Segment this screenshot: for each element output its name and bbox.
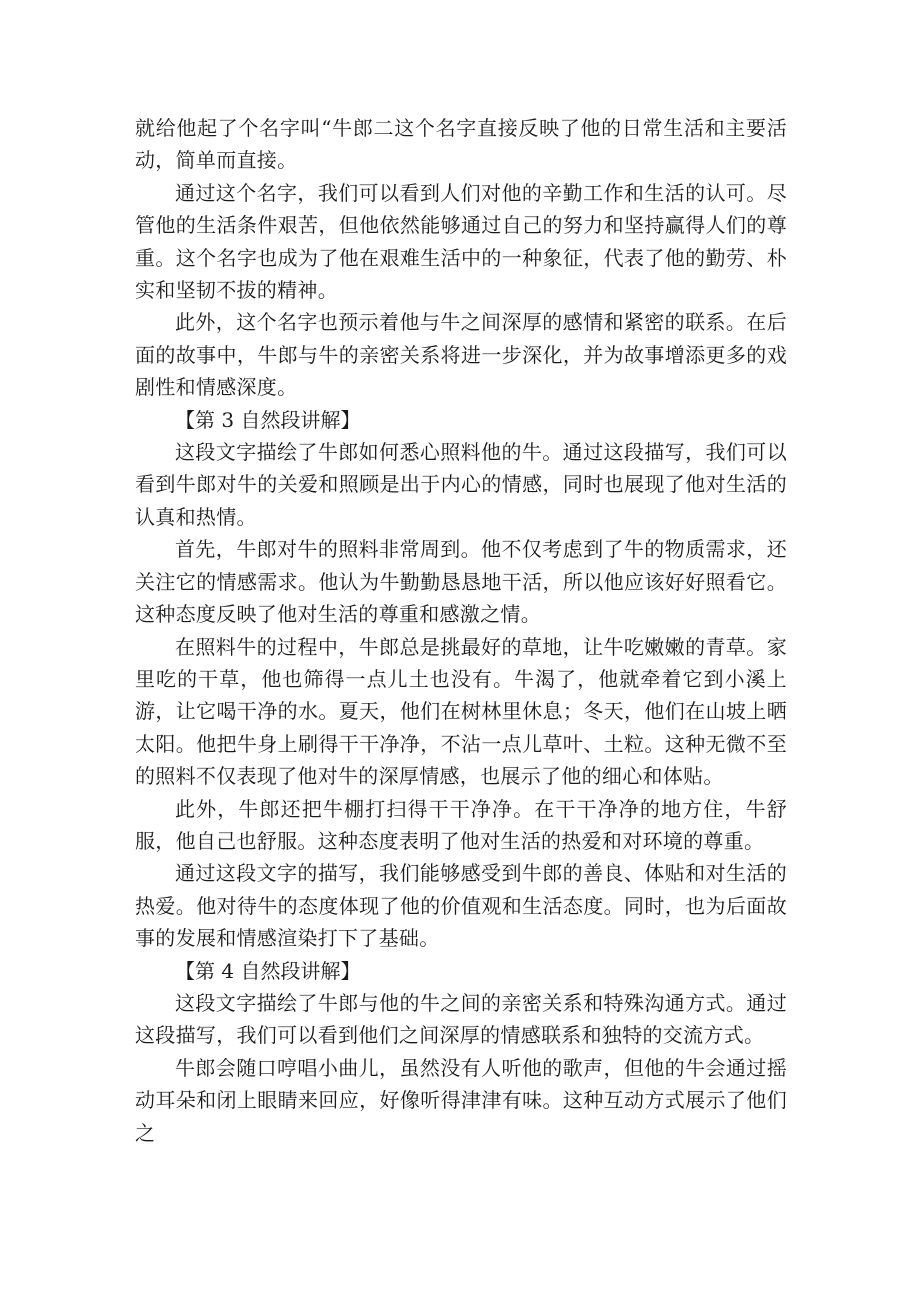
paragraph: 此外，牛郎还把牛棚打扫得干干净净。在干干净净的地方住，牛舒服，他自己也舒服。这种态度表明了他对生活的热爱和对环境的尊重。 (135, 796, 787, 853)
section-heading: 【第 3 自然段讲解】 (175, 407, 361, 432)
section-heading: 【第 4 自然段讲解】 (175, 958, 361, 983)
paragraph-continuation: 就给他起了个名字叫“牛郎二这个名字直接反映了他的日常生活和主要活动，简单而直接。 (135, 116, 787, 173)
paragraph: 牛郎会随口哼唱小曲儿，虽然没有人听他的歌声，但他的牛会通过摇动耳朵和闭上眼睛来回应，好像听得津津有味。这种互动方式展示了他们之 (135, 1055, 787, 1145)
paragraph: 在照料牛的过程中，牛郎总是挑最好的草地，让牛吃嫩嫩的青草。家里吃的干草，他也筛得一点儿土也没有。牛渴了，他就牵着它到小溪上游，让它喝干净的水。夏天，他们在树林里休息；冬天，他们在山坡上晒太阳。他把牛身上刷得干干净净，不沾一点儿草叶、土粒。这种无微不至的照料不仅表现了他对牛的深厚情感，也展示了他的细心和体贴。 (135, 634, 787, 789)
paragraph: 此外，这个名字也预示着他与牛之间深厚的感情和紧密的联系。在后面的故事中，牛郎与牛的亲密关系将进一步深化，并为故事增添更多的戏剧性和情感深度。 (135, 310, 787, 400)
paragraph: 首先，牛郎对牛的照料非常周到。他不仅考虑到了牛的物质需求，还关注它的情感需求。他认为牛勤勤恳恳地干活，所以他应该好好照看它。这种态度反映了他对生活的尊重和感激之情。 (135, 537, 787, 627)
paragraph: 这段文字描绘了牛郎如何悉心照料他的牛。通过这段描写，我们可以看到牛郎对牛的关爱和照顾是出于内心的情感，同时也展现了他对生活的认真和热情。 (135, 440, 787, 529)
paragraph: 这段文字描绘了牛郎与他的牛之间的亲密关系和特殊沟通方式。通过这段描写，我们可以看到他们之间深厚的情感联系和独特的交流方式。 (135, 990, 787, 1048)
document-page (135, 112, 787, 1149)
paragraph: 通过这段文字的描写，我们能够感受到牛郎的善良、体贴和对生活的热爱。他对待牛的态度体现了他的价值观和生活态度。同时，也为后面故事的发展和情感渲染打下了基础。 (135, 861, 787, 951)
paragraph: 通过这个名字，我们可以看到人们对他的辛勤工作和生活的认可。尽管他的生活条件艰苦，但他依然能够通过自己的努力和坚持赢得人们的尊重。这个名字也成为了他在艰难生活中的一种象征，代表了他的勤劳、朴实和坚韧不拔的精神。 (135, 180, 787, 303)
